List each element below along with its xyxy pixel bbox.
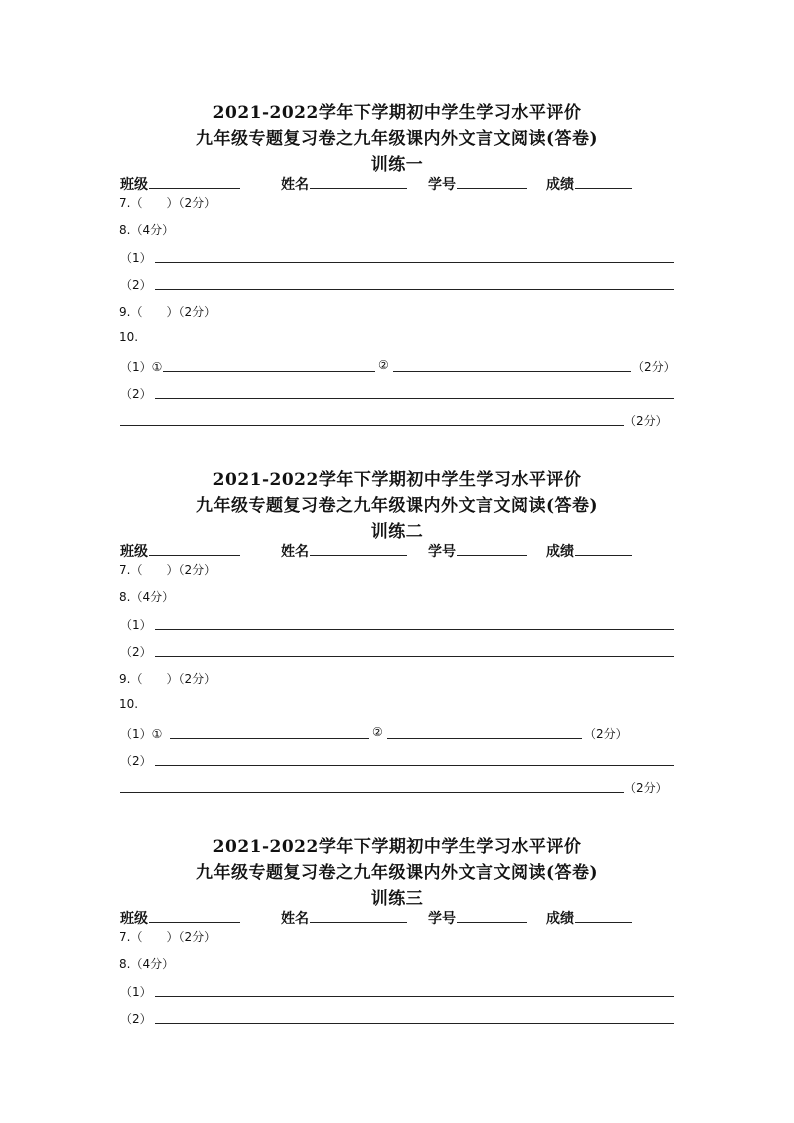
question-10-1-blank-a[interactable]: [170, 738, 369, 739]
question-10-2-label: （2）: [120, 387, 152, 401]
section-title-1: 2021-2022学年下学期初中学生学习水平评价: [212, 837, 582, 857]
question-10-1-b-label: ②: [372, 725, 383, 739]
class-label: 班级: [120, 544, 148, 560]
question-7: 7.（ ）（2分）: [119, 930, 217, 944]
question-9: 9.（ ）（2分）: [119, 305, 217, 319]
class-label: 班级: [120, 177, 148, 193]
question-10-1-blank-b[interactable]: [393, 371, 631, 372]
question-7: 7.（ ）（2分）: [119, 563, 217, 577]
section-title-1: 2021-2022学年下学期初中学生学习水平评价: [212, 103, 582, 123]
question-8-2-label: （2）: [120, 1012, 152, 1026]
section-exercise-title: 训练一: [370, 155, 424, 175]
question-10-1-label: （1）①: [120, 360, 163, 374]
question-10-2-score: （2分）: [624, 414, 668, 428]
name-field[interactable]: [310, 555, 407, 556]
student-id-field[interactable]: [457, 188, 527, 189]
student-id-field[interactable]: [457, 922, 527, 923]
section-subtitle: 九年级专题复习卷之九年级课内外文言文阅读(答卷): [195, 863, 599, 883]
question-10-1-label: （1）①: [120, 727, 163, 741]
question-10-2-answer-line[interactable]: [155, 765, 674, 766]
question-10-2-score: （2分）: [624, 781, 668, 795]
question-8-1-answer-line[interactable]: [155, 629, 674, 630]
name-field[interactable]: [310, 188, 407, 189]
question-10-2-answer-line-2[interactable]: [120, 425, 624, 426]
question-10-2-answer-line[interactable]: [155, 398, 674, 399]
class-label: 班级: [120, 911, 148, 927]
name-label: 姓名: [281, 177, 309, 193]
student-id-label: 学号: [428, 544, 456, 560]
question-8-2-answer-line[interactable]: [155, 656, 674, 657]
name-label: 姓名: [281, 911, 309, 927]
grade-label: 成绩: [546, 544, 574, 560]
question-8-1-label: （1）: [120, 618, 152, 632]
question-10-1-blank-a[interactable]: [163, 371, 375, 372]
grade-field[interactable]: [575, 188, 632, 189]
section-exercise-title: 训练三: [370, 889, 424, 909]
name-label: 姓名: [281, 544, 309, 560]
question-8-1-answer-line[interactable]: [155, 996, 674, 997]
question-8-2-label: （2）: [120, 645, 152, 659]
section-title-1: 2021-2022学年下学期初中学生学习水平评价: [212, 470, 582, 490]
class-field[interactable]: [149, 922, 240, 923]
name-field[interactable]: [310, 922, 407, 923]
question-10-1-score: （2分）: [632, 360, 676, 374]
grade-field[interactable]: [575, 555, 632, 556]
question-8: 8.（4分）: [119, 590, 175, 604]
question-10-1-b-label: ②: [378, 358, 389, 372]
question-9: 9.（ ）（2分）: [119, 672, 217, 686]
section-subtitle: 九年级专题复习卷之九年级课内外文言文阅读(答卷): [195, 129, 599, 149]
question-10-1-blank-b[interactable]: [387, 738, 582, 739]
section-exercise-title: 训练二: [370, 522, 424, 542]
question-10-2-answer-line-2[interactable]: [120, 792, 624, 793]
question-8-1-answer-line[interactable]: [155, 262, 674, 263]
class-field[interactable]: [149, 188, 240, 189]
question-8-2-answer-line[interactable]: [155, 1023, 674, 1024]
question-10-2-label: （2）: [120, 754, 152, 768]
question-8: 8.（4分）: [119, 223, 175, 237]
class-field[interactable]: [149, 555, 240, 556]
question-8-2-answer-line[interactable]: [155, 289, 674, 290]
question-10: 10.: [119, 697, 139, 711]
grade-label: 成绩: [546, 911, 574, 927]
question-10: 10.: [119, 330, 139, 344]
question-10-1-score: （2分）: [584, 727, 628, 741]
student-id-field[interactable]: [457, 555, 527, 556]
student-id-label: 学号: [428, 911, 456, 927]
question-8: 8.（4分）: [119, 957, 175, 971]
section-subtitle: 九年级专题复习卷之九年级课内外文言文阅读(答卷): [195, 496, 599, 516]
question-8-2-label: （2）: [120, 278, 152, 292]
question-8-1-label: （1）: [120, 251, 152, 265]
student-id-label: 学号: [428, 177, 456, 193]
grade-field[interactable]: [575, 922, 632, 923]
question-7: 7.（ ）（2分）: [119, 196, 217, 210]
grade-label: 成绩: [546, 177, 574, 193]
question-8-1-label: （1）: [120, 985, 152, 999]
